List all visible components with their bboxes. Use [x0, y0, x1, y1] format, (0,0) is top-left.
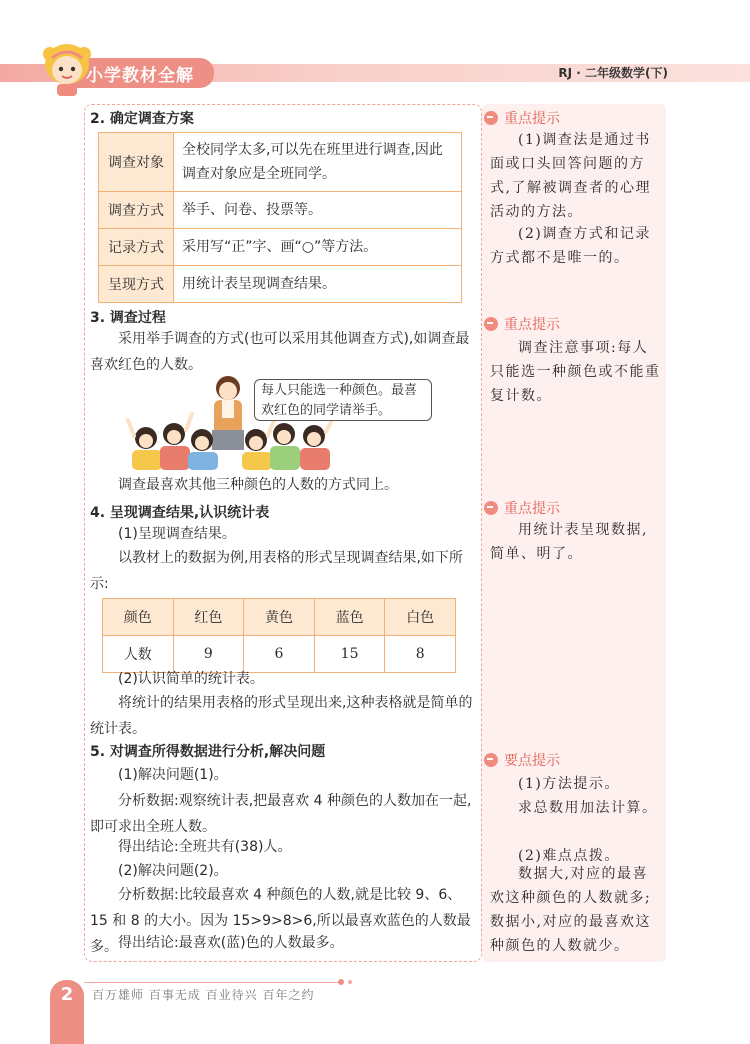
table-cell: 蓝色: [314, 599, 385, 636]
table-cell: 黄色: [244, 599, 315, 636]
plan-value: 用统计表呈现调查结果。: [174, 266, 462, 303]
table-cell: 人数: [103, 636, 174, 673]
tip-text: (1)方法提示。: [518, 776, 620, 792]
plan-value: 采用写“正”字、画“○”等方法。: [174, 229, 462, 266]
tip-text: 数据大,对应的最喜欢这种颜色的人数就多;数据小,对应的最喜欢这种颜色的人数就少。: [490, 866, 652, 954]
section5-subheading: (2)解决问题(2)。: [118, 863, 228, 879]
statistics-table: [102, 598, 456, 673]
page-number: 2: [60, 984, 74, 1005]
tip-text: 求总数用加法计算。: [518, 800, 658, 816]
speech-bubble: 每人只能选一种颜色。最喜欢红色的同学请举手。: [254, 379, 432, 421]
section4-paragraph: 以教材上的数据为例,用表格的形式呈现调查结果,如下所示:: [90, 550, 463, 592]
section2-title: 2. 确定调查方案: [90, 111, 194, 127]
grade-label: RJ · 二年级数学(下): [558, 66, 668, 80]
tip-bullet-icon: [484, 111, 498, 125]
tip-heading-text: 重点提示: [504, 501, 560, 517]
tip-heading-text: 要点提示: [504, 753, 560, 769]
plan-label: 呈现方式: [99, 266, 174, 303]
plan-value: 全校同学太多,可以先在班里进行调查,因此调查对象应是全班同学。: [174, 133, 462, 192]
table-cell: 红色: [173, 599, 244, 636]
plan-value: 举手、问卷、投票等。: [174, 192, 462, 229]
section4-paragraph: 将统计的结果用表格的形式呈现出来,这种表格就是简单的统计表。: [90, 695, 473, 737]
table-row: [99, 266, 462, 303]
section4-subheading: (1)呈现调查结果。: [118, 526, 236, 542]
section5-paragraph: 分析数据:比较最喜欢 4 种颜色的人数,就是比较 9、6、15 和 8 的大小。因为 15>9>8>6,所以最喜欢蓝色的人数最多。: [90, 887, 471, 955]
tip-heading: [484, 108, 560, 126]
page-header: [0, 0, 750, 100]
section5-title: 5. 对调查所得数据进行分析,解决问题: [90, 744, 326, 760]
section3-paragraph: 采用举手调查的方式(也可以采用其他调查方式),如调查最喜欢红色的人数。: [90, 331, 470, 373]
section5-subheading: (1)解决问题(1)。: [118, 767, 228, 783]
series-title: 小学教材全解: [86, 66, 194, 86]
table-cell: 颜色: [103, 599, 174, 636]
tip-text: 用统计表呈现数据,简单、明了。: [490, 522, 648, 562]
footer-slogan: 百万雄师 百事无成 百业待兴 百年之约: [92, 988, 315, 1002]
section3-title: 3. 调查过程: [90, 310, 166, 326]
table-cell: 15: [314, 636, 385, 673]
tip-heading: [484, 498, 560, 516]
tip-bullet-icon: [484, 753, 498, 767]
table-row: [99, 229, 462, 266]
plan-label: 调查方式: [99, 192, 174, 229]
table-cell: 9: [173, 636, 244, 673]
footer-dot: [338, 979, 344, 985]
table-cell: 6: [244, 636, 315, 673]
section4-title: 4. 呈现调查结果,认识统计表: [90, 505, 270, 521]
tip-bullet-icon: [484, 317, 498, 331]
footer-dot: [348, 980, 352, 984]
survey-plan-table: [98, 132, 462, 303]
tip-text: 调查注意事项:每人只能选一种颜色或不能重复计数。: [490, 340, 661, 404]
table-row: [99, 133, 462, 192]
footer-rule: [84, 982, 342, 983]
table-cell: 8: [385, 636, 456, 673]
tip-text: (2)调查方式和记录方式都不是唯一的。: [490, 226, 651, 266]
tip-bullet-icon: [484, 501, 498, 515]
section4-subheading: (2)认识简单的统计表。: [118, 671, 264, 687]
tip-heading-text: 重点提示: [504, 317, 560, 333]
plan-label: 记录方式: [99, 229, 174, 266]
table-row: [99, 192, 462, 229]
tip-heading: [484, 750, 560, 768]
section5-conclusion: 得出结论:最喜欢(蓝)色的人数最多。: [118, 935, 344, 951]
plan-label: 调查对象: [99, 133, 174, 192]
table-cell: 白色: [385, 599, 456, 636]
section5-paragraph: 分析数据:观察统计表,把最喜欢 4 种颜色的人数加在一起,即可求出全班人数。: [90, 793, 472, 835]
section3-paragraph: 调查最喜欢其他三种颜色的人数的方式同上。: [118, 477, 398, 493]
tip-text: (2)难点点拨。: [518, 848, 620, 864]
tip-text: (1)调查法是通过书面或口头回答问题的方式,了解被调查者的心理活动的方法。: [490, 132, 651, 220]
section5-conclusion: 得出结论:全班共有(38)人。: [118, 839, 292, 855]
tip-heading: [484, 314, 560, 332]
table-header-row: [103, 599, 456, 636]
tip-heading-text: 重点提示: [504, 111, 560, 127]
